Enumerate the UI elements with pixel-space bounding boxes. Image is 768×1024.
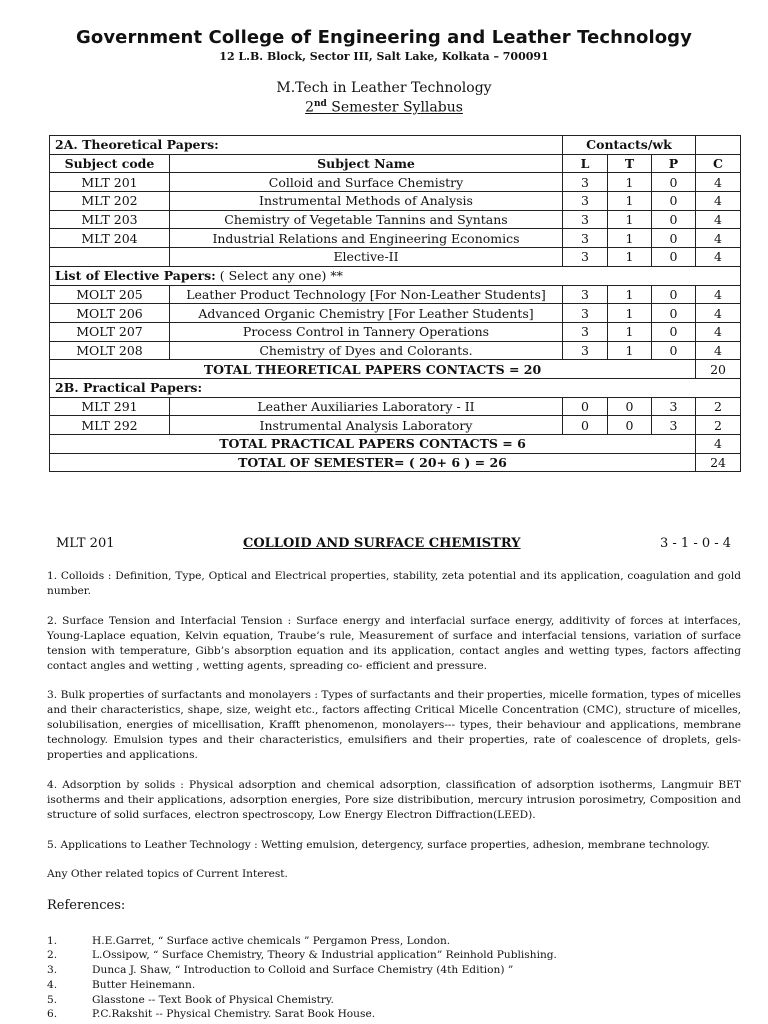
- cell-c: 4: [696, 341, 741, 360]
- reference-text: P.C.Rakshit -- Physical Chemistry. Sarat Book House.: [92, 1008, 376, 1020]
- reference-number: 3.: [47, 964, 58, 976]
- syllabus-paragraph: 4. Adsorption by solids : Physical adsorption and chemical adsorption, classification of adsorption isotherms, Langmuir BET isotherms and their applications, adsorption energies, Pore size distribibution, mercury intrusion porosimetry, Composition and structure of solid surfaces, electron spectroscopy, Low Energy Electron Diffraction(LEED).: [47, 779, 741, 822]
- syllabus-paragraph: 2. Surface Tension and Interfacial Tension : Surface energy and interfacial surface energy, additivity of forces at interfaces, Young-Laplace equation, Kelvin equation, Traube’s rule, Measurement of surface and interfacial tensions, variation of surface tension with temperature, Gibb’s absorption equation and its application, contact angles and wetting types, factors affecting contact angles and wetting , wetting agents, spreading co- efficient and pressure.: [47, 615, 741, 673]
- subject-code: MLT 204: [50, 229, 170, 248]
- elective-heading-note: ( Select any one) **: [215, 268, 343, 284]
- reference-item: [47, 993, 334, 1007]
- semester-label: Semester Syllabus: [326, 99, 463, 116]
- reference-item: [47, 963, 513, 977]
- syllabus-table: [49, 135, 741, 472]
- total-theory-label: TOTAL THEORETICAL PAPERS CONTACTS = 20: [50, 360, 696, 379]
- cell-p: 3: [652, 416, 696, 435]
- syllabus-paragraph: Any Other related topics of Current Interest.: [47, 868, 288, 880]
- reference-text: H.E.Garret, “ Surface active chemicals ” Pergamon Press, London.: [92, 935, 451, 947]
- table-row: [50, 210, 741, 229]
- subject-code: MLT 202: [50, 192, 170, 211]
- cell-t: 1: [608, 304, 652, 323]
- subject-code: MLT 201: [50, 173, 170, 192]
- cell-p: 0: [652, 304, 696, 323]
- cell-p: 3: [652, 397, 696, 416]
- syllabus-paragraph: 1. Colloids : Definition, Type, Optical and Electrical properties, stability, zeta potential and its application, coagulation and gold number.: [47, 570, 741, 598]
- subject-code: MOLT 205: [50, 285, 170, 304]
- cell-l: 3: [563, 173, 608, 192]
- table-row: [50, 173, 741, 192]
- cell-c: 4: [696, 173, 741, 192]
- subject-code: MLT 203: [50, 210, 170, 229]
- cell-l: 3: [563, 285, 608, 304]
- total-theory-value: 20: [696, 360, 741, 379]
- elective-heading: [50, 266, 741, 285]
- cell-p: 0: [652, 341, 696, 360]
- cell-l: 0: [563, 416, 608, 435]
- cell-c: 4: [696, 322, 741, 341]
- reference-text: Dunca J. Shaw, “ Introduction to Colloid and Surface Chemistry (4th Edition) ”: [92, 964, 514, 976]
- subject-name: Leather Product Technology [For Non-Leather Students]: [170, 285, 563, 304]
- practical-heading: 2B. Practical Papers:: [50, 378, 741, 397]
- table-row: [50, 248, 741, 267]
- programme-title: M.Tech in Leather Technology: [276, 80, 492, 96]
- total-practical-value: 4: [696, 435, 741, 454]
- cell-t: 1: [608, 322, 652, 341]
- subject-code: MOLT 206: [50, 304, 170, 323]
- cell-l: 3: [563, 229, 608, 248]
- subject-name: Industrial Relations and Engineering Economics: [170, 229, 563, 248]
- subject-name: Process Control in Tannery Operations: [170, 322, 563, 341]
- subject-code: MLT 292: [50, 416, 170, 435]
- table-row: [50, 378, 741, 397]
- cell-l: 3: [563, 322, 608, 341]
- cell-l: 3: [563, 341, 608, 360]
- course-credits: 3 - 1 - 0 - 4: [660, 536, 732, 551]
- col-header-t: T: [608, 154, 652, 173]
- table-row: [50, 341, 741, 360]
- cell-p: 0: [652, 229, 696, 248]
- reference-item: [47, 1007, 375, 1021]
- table-row: [50, 360, 741, 379]
- cell-p: 0: [652, 248, 696, 267]
- cell-t: 1: [608, 248, 652, 267]
- col-header-name: Subject Name: [170, 154, 563, 173]
- subject-name: Instrumental Analysis Laboratory: [170, 416, 563, 435]
- contacts-heading: Contacts/wk: [563, 136, 696, 155]
- cell-t: 0: [608, 397, 652, 416]
- table-row: [50, 229, 741, 248]
- course-code: MLT 201: [56, 536, 115, 551]
- semester-ordinal: nd: [313, 99, 327, 109]
- reference-text: Butter Heinemann.: [92, 979, 196, 991]
- table-row: [50, 416, 741, 435]
- table-row: [50, 435, 741, 454]
- syllabus-paragraph: 3. Bulk properties of surfactants and monolayers : Types of surfactants and their properties, micelle formation, types of micelles and their characteristics, shape, size, weight etc., factors affecting Critical Micelle Concentration (CMC), structure of micelles, solubilisation, energies of micellisation, Krafft phenomenon, monolayers--- types, their behaviour and applications, membrane technology. Emulsion types and their characteristics, emulsifiers and their properties, rate of coalescence of droplets, gels- properties and applications.: [47, 689, 741, 762]
- semester-title: [0, 99, 768, 116]
- reference-number: 2.: [47, 949, 58, 961]
- course-title: COLLOID AND SURFACE CHEMISTRY: [243, 536, 521, 551]
- cell-t: 1: [608, 192, 652, 211]
- subject-name: Chemistry of Vegetable Tannins and Syntans: [170, 210, 563, 229]
- cell-c: 4: [696, 285, 741, 304]
- cell-p: 0: [652, 210, 696, 229]
- subject-name: Colloid and Surface Chemistry: [170, 173, 563, 192]
- references-heading: References:: [47, 898, 126, 913]
- subject-name: Advanced Organic Chemistry [For Leather Students]: [170, 304, 563, 323]
- college-address: 12 L.B. Block, Sector III, Salt Lake, Kolkata – 700091: [219, 50, 549, 63]
- table-row: [50, 192, 741, 211]
- cell-c: 4: [696, 229, 741, 248]
- reference-item: [47, 978, 195, 992]
- cell-p: 0: [652, 322, 696, 341]
- cell-t: 0: [608, 416, 652, 435]
- cell-t: 1: [608, 229, 652, 248]
- table-row: [50, 322, 741, 341]
- cell-p: 0: [652, 285, 696, 304]
- semester-number: 2: [305, 99, 314, 116]
- subject-code: MOLT 208: [50, 341, 170, 360]
- cell-c: 2: [696, 416, 741, 435]
- total-semester-label: TOTAL OF SEMESTER= ( 20+ 6 ) = 26: [50, 453, 696, 472]
- reference-number: 5.: [47, 994, 58, 1006]
- cell-t: 1: [608, 341, 652, 360]
- subject-name: Instrumental Methods of Analysis: [170, 192, 563, 211]
- reference-text: L.Ossipow, “ Surface Chemistry, Theory & Industrial application” Reinhold Publishing.: [92, 949, 557, 961]
- col-header-p: P: [652, 154, 696, 173]
- table-row: [50, 304, 741, 323]
- table-row: [50, 285, 741, 304]
- table-header-row: [50, 154, 741, 173]
- cell-c: 4: [696, 304, 741, 323]
- reference-number: 1.: [47, 935, 58, 947]
- cell-c: 4: [696, 248, 741, 267]
- table-row: [50, 266, 741, 285]
- table-row: [50, 136, 741, 155]
- cell-t: 1: [608, 173, 652, 192]
- cell-l: 3: [563, 210, 608, 229]
- subject-name: Chemistry of Dyes and Colorants.: [170, 341, 563, 360]
- syllabus-paragraph: 5. Applications to Leather Technology : Wetting emulsion, detergency, surface properties, adhesion, membrane technology.: [47, 839, 710, 851]
- total-semester-value: 24: [696, 453, 741, 472]
- total-practical-label: TOTAL PRACTICAL PAPERS CONTACTS = 6: [50, 435, 696, 454]
- elective-heading-label: List of Elective Papers:: [55, 268, 216, 284]
- cell-t: 1: [608, 285, 652, 304]
- cell-c: 2: [696, 397, 741, 416]
- subject-name: Leather Auxiliaries Laboratory - II: [170, 397, 563, 416]
- cell-c: 4: [696, 192, 741, 211]
- college-name: Government College of Engineering and Leather Technology: [76, 27, 692, 48]
- col-header-code: Subject code: [50, 154, 170, 173]
- cell-t: 1: [608, 210, 652, 229]
- cell-l: 3: [563, 192, 608, 211]
- reference-item: [47, 948, 557, 962]
- subject-code: [50, 248, 170, 267]
- theory-heading: 2A. Theoretical Papers:: [50, 136, 563, 155]
- reference-text: Glasstone -- Text Book of Physical Chemistry.: [92, 994, 334, 1006]
- empty-cell: [696, 136, 741, 155]
- reference-item: [47, 934, 450, 948]
- reference-number: 4.: [47, 979, 58, 991]
- cell-c: 4: [696, 210, 741, 229]
- cell-p: 0: [652, 192, 696, 211]
- table-row: [50, 453, 741, 472]
- col-header-l: L: [563, 154, 608, 173]
- cell-l: 3: [563, 304, 608, 323]
- cell-p: 0: [652, 173, 696, 192]
- table-row: [50, 397, 741, 416]
- subject-name: Elective-II: [170, 248, 563, 267]
- subject-code: MOLT 207: [50, 322, 170, 341]
- col-header-c: C: [696, 154, 741, 173]
- subject-code: MLT 291: [50, 397, 170, 416]
- reference-number: 6.: [47, 1008, 58, 1020]
- cell-l: 3: [563, 248, 608, 267]
- cell-l: 0: [563, 397, 608, 416]
